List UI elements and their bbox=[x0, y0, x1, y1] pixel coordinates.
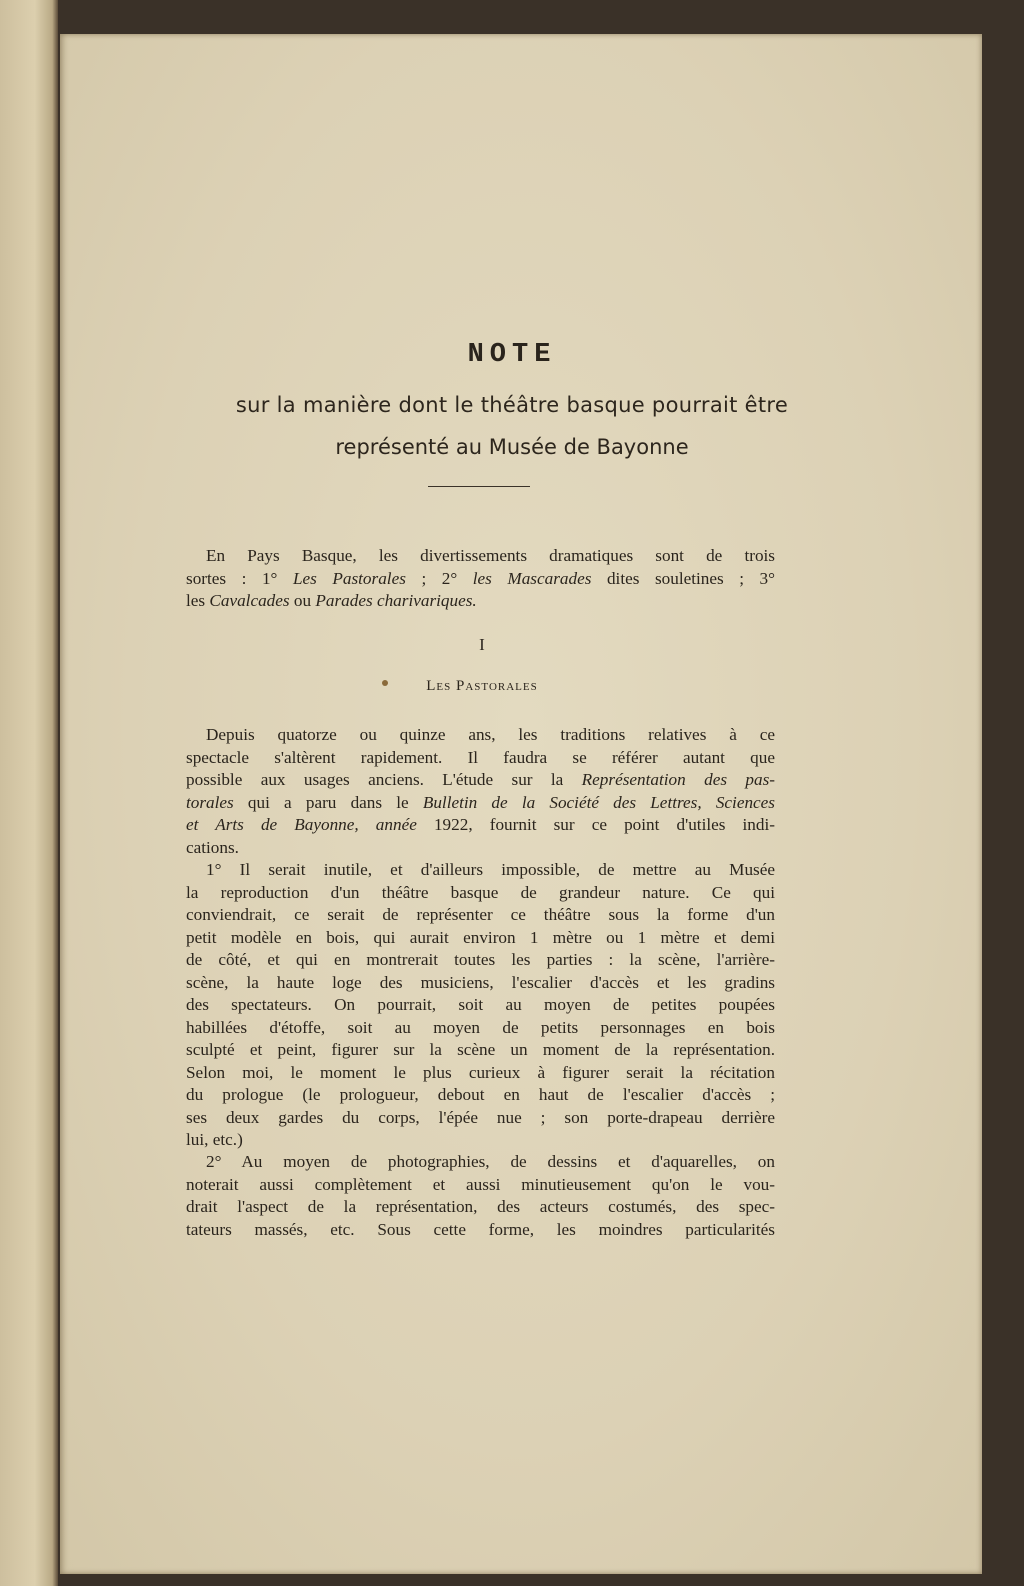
text-run: conviendrait, ce serait de représenter ce théâtre sous la forme d'un bbox=[186, 905, 775, 924]
title-divider bbox=[428, 486, 530, 487]
text-run: noterait aussi complètement et aussi minutieusement qu'on le vou- bbox=[186, 1174, 775, 1194]
text-run: possible aux usages anciens. L'étude sur la bbox=[186, 770, 582, 789]
text-line bbox=[186, 747, 775, 770]
text-run: ; 2° bbox=[405, 568, 473, 588]
body-paragraph-3 bbox=[186, 1151, 775, 1241]
text-line bbox=[186, 1017, 775, 1040]
text-line bbox=[186, 837, 775, 860]
italic-text: les Mascarades bbox=[472, 568, 592, 588]
text-run: tateurs massés, etc. Sous cette forme, les moindres particularités bbox=[186, 1219, 775, 1239]
section-number: I bbox=[479, 635, 485, 654]
text-line bbox=[186, 1039, 775, 1062]
text-run: En Pays Basque, les divertissements dramatiques sont de trois bbox=[206, 546, 775, 565]
text-run: du prologue (le prologueur, debout en haut de l'escalier d'accès ; bbox=[186, 1085, 775, 1104]
italic-text: Les Pastorales bbox=[292, 568, 406, 588]
subtitle-line-2: représenté au Musée de Bayonne bbox=[335, 435, 689, 459]
section-heading: Les Pastorales bbox=[426, 678, 538, 694]
text-run: qui a paru dans le bbox=[233, 792, 423, 812]
text-line bbox=[186, 972, 775, 995]
italic-text: torales bbox=[186, 792, 234, 812]
text-run: la reproduction d'un théâtre basque de grandeur nature. Ce qui bbox=[186, 882, 775, 902]
text-run: 1° Il serait inutile, et d'ailleurs impossible, de mettre au Musée bbox=[206, 860, 775, 879]
text-line bbox=[186, 545, 775, 568]
text-run: ou bbox=[289, 591, 316, 610]
italic-text: Représentation des pas- bbox=[581, 770, 775, 789]
italic-text: Cavalcades bbox=[209, 591, 290, 610]
body-paragraph-2 bbox=[186, 859, 775, 1152]
text-line bbox=[186, 1062, 775, 1085]
text-run: sortes : 1° bbox=[186, 568, 293, 588]
text-run: les bbox=[186, 591, 210, 610]
text-line bbox=[186, 1129, 775, 1152]
previous-page-edge bbox=[0, 0, 58, 1586]
text-line bbox=[186, 1219, 775, 1242]
text-run: ses deux gardes du corps, l'épée nue ; son porte-drapeau derrière bbox=[186, 1107, 775, 1127]
text-run: 1922, fournit sur ce point d'utiles indi- bbox=[416, 815, 775, 834]
subtitle-line-1: sur la manière dont le théâtre basque pourrait être bbox=[235, 393, 789, 417]
text-line bbox=[186, 859, 775, 882]
text-run: habillées d'étoffe, soit au moyen de petits personnages en bois bbox=[186, 1017, 775, 1037]
italic-text: Parades charivariques. bbox=[315, 591, 477, 610]
text-line bbox=[186, 814, 775, 837]
text-line bbox=[186, 1084, 775, 1107]
text-run: petit modèle en bois, qui aurait environ 1 mètre ou 1 mètre et demi bbox=[186, 927, 775, 947]
text-line bbox=[186, 1196, 775, 1219]
text-run: spectacle s'altèrent rapidement. Il faudra se référer autant que bbox=[186, 747, 775, 767]
intro-paragraph bbox=[186, 545, 775, 613]
text-line bbox=[186, 1174, 775, 1197]
text-line bbox=[186, 1151, 775, 1174]
text-line bbox=[186, 882, 775, 905]
text-line bbox=[186, 590, 775, 613]
italic-text: et Arts de Bayonne, année bbox=[186, 815, 417, 834]
text-run: lui, etc.) bbox=[186, 1130, 243, 1149]
text-run: dites souletines ; 3° bbox=[591, 568, 776, 588]
text-run: Depuis quatorze ou quinze ans, les traditions relatives à ce bbox=[206, 725, 775, 744]
text-line bbox=[186, 792, 775, 815]
text-line bbox=[186, 904, 775, 927]
text-line bbox=[186, 568, 775, 591]
text-run: cations. bbox=[186, 837, 239, 857]
text-run: scène, la haute loge des musiciens, l'escalier d'accès et les gradins bbox=[186, 972, 775, 992]
page-title: NOTE bbox=[467, 340, 557, 370]
text-line bbox=[186, 724, 775, 747]
text-run: sculpté et peint, figurer sur la scène un moment de la représentation. bbox=[186, 1040, 775, 1059]
text-run: Selon moi, le moment le plus curieux à figurer serait la récitation bbox=[186, 1062, 775, 1082]
italic-text: Bulletin de la Société des Lettres, Sciences bbox=[422, 792, 775, 812]
text-run: de côté, et qui en montrerait toutes les parties : la scène, l'arrière- bbox=[186, 950, 775, 969]
text-run: des spectateurs. On pourrait, soit au moyen de petites poupées bbox=[186, 995, 775, 1014]
text-line bbox=[186, 769, 775, 792]
text-line bbox=[186, 1107, 775, 1130]
text-line bbox=[186, 994, 775, 1017]
text-line bbox=[186, 949, 775, 972]
text-run: drait l'aspect de la représentation, des acteurs costumés, des spec- bbox=[186, 1197, 775, 1216]
text-run: 2° Au moyen de photographies, de dessins et d'aquarelles, on bbox=[206, 1152, 775, 1171]
body-paragraph-1 bbox=[186, 724, 775, 859]
text-line bbox=[186, 927, 775, 950]
